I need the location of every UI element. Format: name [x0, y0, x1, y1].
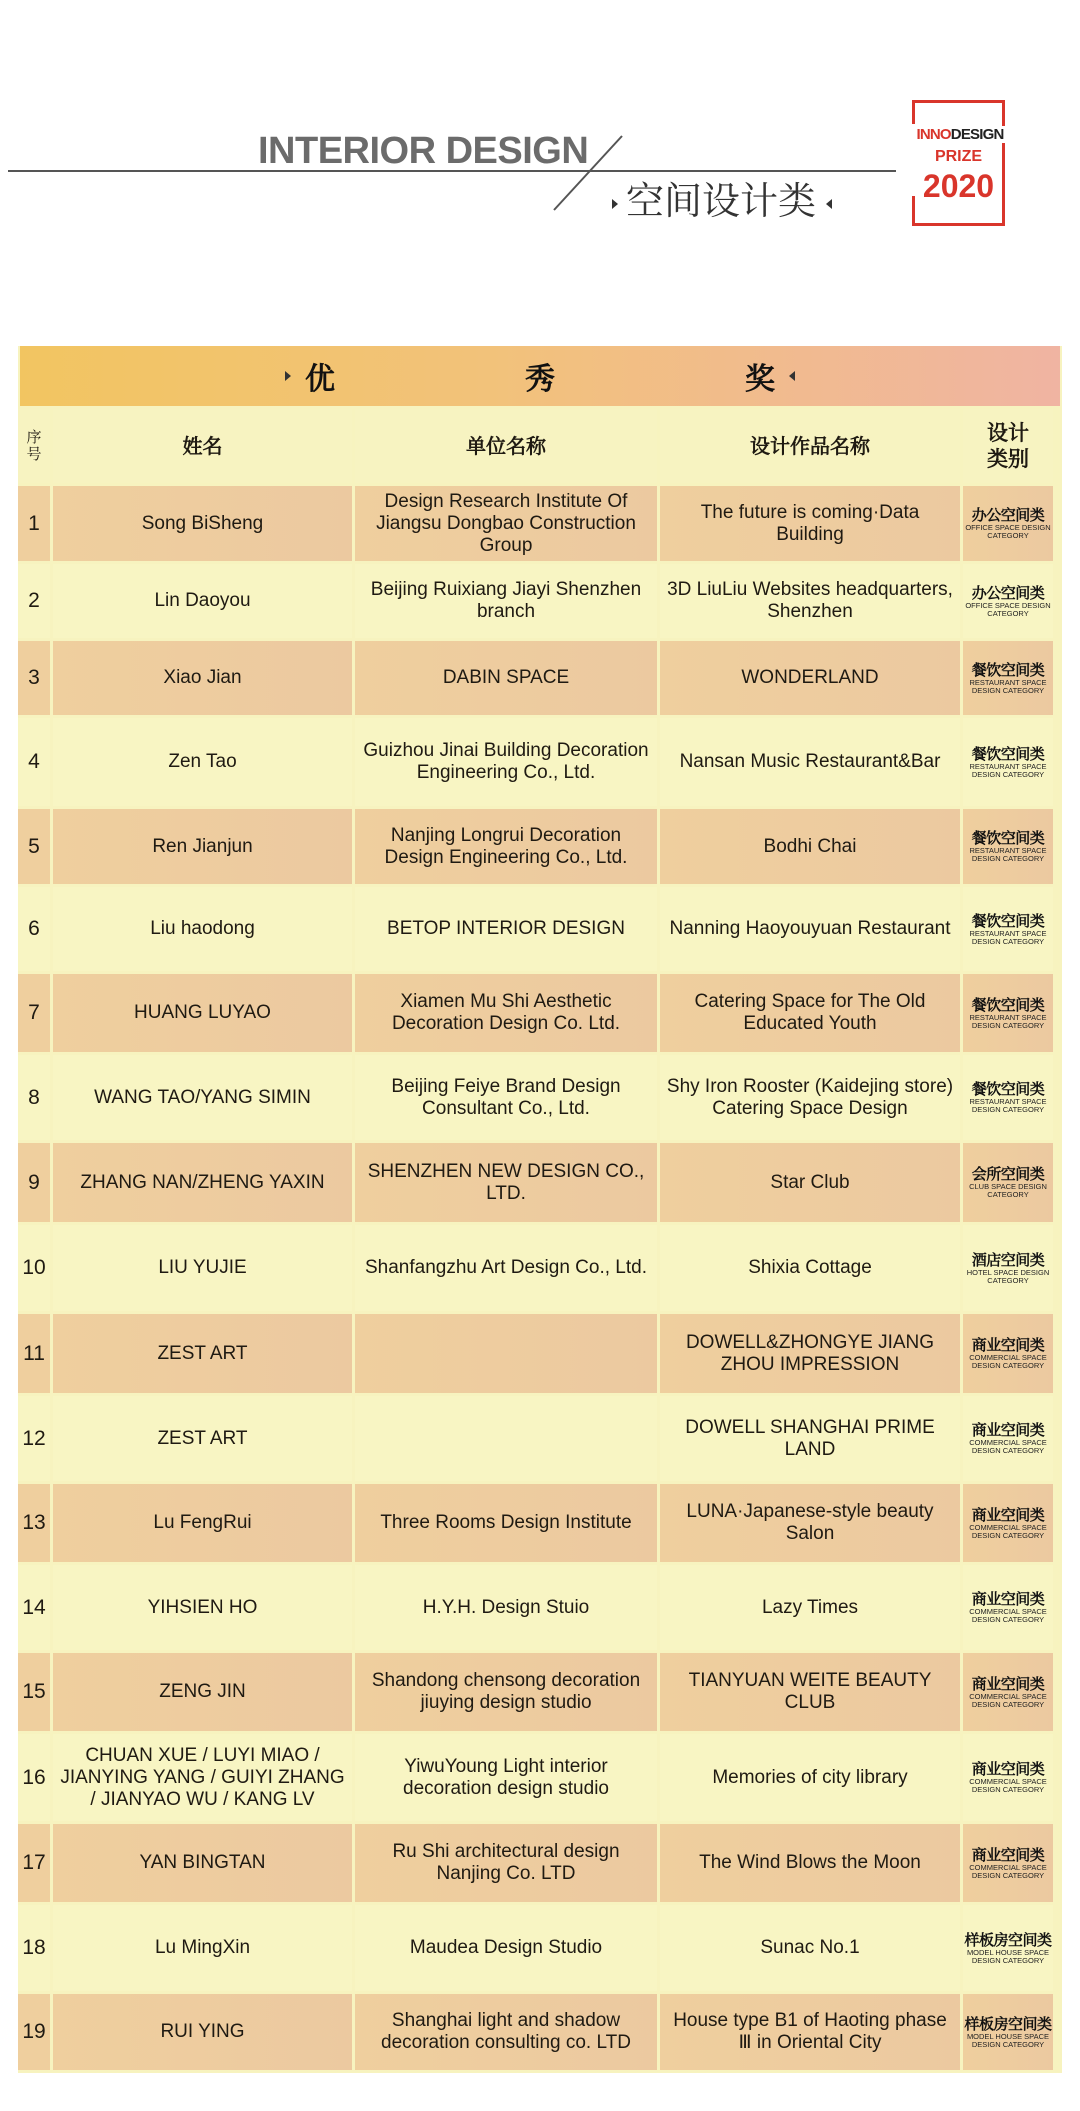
row-number: 19	[18, 1994, 50, 2070]
category-en: MODEL HOUSE SPACE DESIGN CATEGORY	[966, 2031, 1050, 2049]
row-number: 13	[18, 1484, 50, 1562]
category-en: MODEL HOUSE SPACE DESIGN CATEGORY	[966, 1947, 1050, 1965]
table-row	[18, 1905, 1062, 1991]
row-number: 10	[18, 1225, 50, 1311]
category-cn: 商业空间类	[971, 1760, 1045, 1778]
table-row	[18, 974, 1062, 1052]
category-cn: 餐饮空间类	[971, 660, 1045, 679]
row-number: 3	[18, 641, 50, 715]
category-cn: 会所空间类	[971, 1165, 1045, 1183]
work-title: The future is coming·Data Building	[660, 486, 960, 561]
table-row	[18, 809, 1062, 884]
logo-prize: PRIZE	[934, 148, 983, 165]
column-header-work: 设计作品名称	[660, 409, 960, 483]
category-cn: 商业空间类	[971, 1845, 1045, 1864]
company-name: Nanjing Longrui Decoration Design Engineering Co., Ltd.	[355, 809, 657, 884]
table-row	[18, 887, 1062, 971]
row-number: 12	[18, 1396, 50, 1481]
work-title: DOWELL SHANGHAI PRIME LAND	[660, 1396, 960, 1481]
category-en: OFFICE SPACE DESIGN CATEGORY	[965, 523, 1051, 540]
award-banner	[20, 346, 1060, 406]
designer-name: HUANG LUYAO	[53, 974, 352, 1052]
work-title: 3D LiuLiu Websites headquarters, Shenzhen	[660, 564, 960, 638]
category-badge	[963, 718, 1053, 806]
work-title: The Wind Blows the Moon	[660, 1824, 960, 1902]
designer-name: Lu FengRui	[53, 1484, 352, 1562]
category-cn: 商业空间类	[971, 1505, 1045, 1524]
category-en: HOTEL SPACE DESIGN CATEGORY	[966, 1267, 1050, 1285]
category-cn: 办公空间类	[971, 583, 1045, 602]
work-title: Sunac No.1	[660, 1905, 960, 1991]
table-row	[18, 1396, 1062, 1481]
row-number: 14	[18, 1565, 50, 1650]
column-header-no	[18, 409, 50, 483]
table-row	[18, 1824, 1062, 1902]
category-badge	[963, 1994, 1053, 2070]
designer-name: Zen Tao	[53, 718, 352, 806]
work-title: Shixia Cottage	[660, 1225, 960, 1311]
designer-name: ZHANG NAN/ZHENG YAXIN	[53, 1143, 352, 1222]
company-name: SHENZHEN NEW DESIGN CO., LTD.	[355, 1143, 657, 1222]
table-row	[18, 1055, 1062, 1140]
table-row	[18, 1734, 1062, 1821]
work-title: LUNA·Japanese-style beauty Salon	[660, 1484, 960, 1562]
category-badge	[963, 887, 1053, 971]
category-cn: 餐饮空间类	[971, 995, 1045, 1014]
column-header-no-line2: 号	[26, 445, 42, 463]
category-en: RESTAURANT SPACE DESIGN CATEGORY	[969, 1097, 1047, 1114]
company-name: Three Rooms Design Institute	[355, 1484, 657, 1562]
triangle-right-icon	[612, 199, 618, 209]
category-cn: 餐饮空间类	[971, 911, 1045, 930]
category-en: COMMERCIAL SPACE DESIGN CATEGORY	[969, 1522, 1047, 1540]
company-name: BETOP INTERIOR DESIGN	[355, 887, 657, 971]
work-title: Nansan Music Restaurant&Bar	[660, 718, 960, 806]
category-badge	[963, 564, 1053, 638]
work-title: TIANYUAN WEITE BEAUTY CLUB	[660, 1653, 960, 1731]
designer-name: YAN BINGTAN	[53, 1824, 352, 1902]
column-header-category-line1: 设计	[987, 421, 1029, 445]
triangle-left-icon	[789, 371, 795, 381]
designer-name: Liu haodong	[53, 887, 352, 971]
category-cn: 餐饮空间类	[971, 744, 1045, 763]
category-badge	[963, 1314, 1053, 1393]
table-header-row	[18, 409, 1062, 483]
category-en: COMMERCIAL SPACE DESIGN CATEGORY	[969, 1353, 1047, 1370]
row-number: 7	[18, 974, 50, 1052]
row-number: 8	[18, 1055, 50, 1140]
table-row	[18, 641, 1062, 715]
work-title: DOWELL&ZHONGYE JIANG ZHOU IMPRESSION	[660, 1314, 960, 1393]
company-name: Shandong chensong decoration jiuying design studio	[355, 1653, 657, 1731]
award-title-char-1: 优	[305, 362, 335, 397]
section-title-en: INTERIOR DESIGN	[258, 130, 589, 172]
table-row	[18, 1314, 1062, 1393]
company-name: Maudea Design Studio	[355, 1905, 657, 1991]
category-badge	[963, 1905, 1053, 1991]
row-number: 6	[18, 887, 50, 971]
award-title-char-3: 奖	[745, 362, 775, 397]
award-table	[18, 346, 1062, 2073]
work-title: Nanning Haoyouyuan Restaurant	[660, 887, 960, 971]
row-number: 5	[18, 809, 50, 884]
company-name: Beijing Ruixiang Jiayi Shenzhen branch	[355, 564, 657, 638]
company-name: Xiamen Mu Shi Aesthetic Decoration Design Co. Ltd.	[355, 974, 657, 1052]
designer-name: Lu MingXin	[53, 1905, 352, 1991]
company-name: Design Research Institute Of Jiangsu Dongbao Construction Group	[355, 486, 657, 561]
company-name: Shanfangzhu Art Design Co., Ltd.	[355, 1225, 657, 1311]
logo-brand-inno: INNO	[916, 126, 951, 143]
column-header-category	[963, 409, 1053, 483]
logo-brand-design: DESIGN	[950, 126, 1004, 143]
designer-name: CHUAN XUE / LUYI MIAO / JIANYING YANG / GUIYI ZHANG / JIANYAO WU / KANG LV	[53, 1734, 352, 1821]
company-name: H.Y.H. Design Stuio	[355, 1565, 657, 1650]
category-cn: 餐饮空间类	[971, 829, 1045, 847]
section-title-cn	[612, 170, 832, 225]
category-badge	[963, 1824, 1053, 1902]
company-name: DABIN SPACE	[355, 641, 657, 715]
work-title: Shy Iron Rooster (Kaidejing store) Catering Space Design	[660, 1055, 960, 1140]
logo-year: 2020	[922, 168, 995, 204]
category-badge	[963, 1143, 1053, 1222]
row-number: 15	[18, 1653, 50, 1731]
category-cn: 商业空间类	[971, 1421, 1045, 1439]
column-header-no-line1: 序	[26, 428, 42, 446]
table-row	[18, 564, 1062, 638]
category-en: OFFICE SPACE DESIGN CATEGORY	[965, 600, 1051, 618]
category-badge	[963, 974, 1053, 1052]
designer-name: ZENG JIN	[53, 1653, 352, 1731]
category-badge	[963, 1484, 1053, 1562]
category-en: COMMERCIAL SPACE DESIGN CATEGORY	[969, 1438, 1047, 1455]
row-number: 2	[18, 564, 50, 638]
company-name: YiwuYoung Light interior decoration design studio	[355, 1734, 657, 1821]
column-header-company: 单位名称	[355, 409, 657, 483]
category-badge	[963, 486, 1053, 561]
designer-name: Xiao Jian	[53, 641, 352, 715]
work-title: Bodhi Chai	[660, 809, 960, 884]
designer-name: WANG TAO/YANG SIMIN	[53, 1055, 352, 1140]
work-title: Lazy Times	[660, 1565, 960, 1650]
work-title: Star Club	[660, 1143, 960, 1222]
category-cn: 样板房空间类	[964, 2014, 1052, 2033]
table-row	[18, 1565, 1062, 1650]
table-row	[18, 1653, 1062, 1731]
category-en: CLUB SPACE DESIGN CATEGORY	[969, 1182, 1047, 1199]
award-title-char-2: 秀	[525, 362, 555, 397]
designer-name: YIHSIEN HO	[53, 1565, 352, 1650]
designer-name: RUI YING	[53, 1994, 352, 2070]
designer-name: ZEST ART	[53, 1314, 352, 1393]
category-badge	[963, 1225, 1053, 1311]
company-name: Guizhou Jinai Building Decoration Engineering Co., Ltd.	[355, 718, 657, 806]
category-en: RESTAURANT SPACE DESIGN CATEGORY	[969, 928, 1047, 946]
table-row	[18, 1994, 1062, 2070]
work-title: WONDERLAND	[660, 641, 960, 715]
category-en: COMMERCIAL SPACE DESIGN CATEGORY	[969, 1777, 1047, 1794]
designer-name: LIU YUJIE	[53, 1225, 352, 1311]
triangle-right-icon	[285, 371, 291, 381]
table-row	[18, 486, 1062, 561]
category-badge	[963, 1396, 1053, 1481]
designer-name: Lin Daoyou	[53, 564, 352, 638]
category-cn: 商业空间类	[971, 1590, 1045, 1608]
category-cn: 样板房空间类	[964, 1930, 1052, 1949]
designer-name: ZEST ART	[53, 1396, 352, 1481]
table-body	[18, 486, 1062, 2070]
row-number: 9	[18, 1143, 50, 1222]
category-en: COMMERCIAL SPACE DESIGN CATEGORY	[969, 1862, 1047, 1880]
category-cn: 餐饮空间类	[971, 1080, 1045, 1098]
company-name	[355, 1396, 657, 1481]
column-header-name: 姓名	[53, 409, 352, 483]
category-en: COMMERCIAL SPACE DESIGN CATEGORY	[969, 1691, 1047, 1709]
work-title: House type B1 of Haoting phase Ⅲ in Oriental City	[660, 1994, 960, 2070]
table-row	[18, 1143, 1062, 1222]
category-badge	[963, 1055, 1053, 1140]
table-row	[18, 718, 1062, 806]
category-en: RESTAURANT SPACE DESIGN CATEGORY	[969, 846, 1047, 863]
row-number: 11	[18, 1314, 50, 1393]
row-number: 17	[18, 1824, 50, 1902]
work-title: Memories of city library	[660, 1734, 960, 1821]
logo-brand	[908, 126, 1012, 143]
category-cn: 商业空间类	[971, 1336, 1045, 1354]
category-en: RESTAURANT SPACE DESIGN CATEGORY	[969, 761, 1047, 779]
company-name: Beijing Feiye Brand Design Consultant Co., Ltd.	[355, 1055, 657, 1140]
row-number: 4	[18, 718, 50, 806]
row-number: 1	[18, 486, 50, 561]
category-badge	[963, 809, 1053, 884]
category-en: RESTAURANT SPACE DESIGN CATEGORY	[969, 1012, 1047, 1030]
designer-name: Ren Jianjun	[53, 809, 352, 884]
triangle-left-icon	[826, 199, 832, 209]
category-en: RESTAURANT SPACE DESIGN CATEGORY	[969, 677, 1047, 695]
column-header-category-line2: 类别	[987, 447, 1029, 471]
row-number: 18	[18, 1905, 50, 1991]
company-name	[355, 1314, 657, 1393]
designer-name: Song BiSheng	[53, 486, 352, 561]
company-name: Ru Shi architectural design Nanjing Co. LTD	[355, 1824, 657, 1902]
category-cn: 商业空间类	[971, 1674, 1045, 1693]
logo-frame-left-top	[912, 100, 915, 124]
table-row	[18, 1484, 1062, 1562]
work-title: Catering Space for The Old Educated Youth	[660, 974, 960, 1052]
company-name: Shanghai light and shadow decoration consulting co. LTD	[355, 1994, 657, 2070]
category-en: COMMERCIAL SPACE DESIGN CATEGORY	[969, 1607, 1047, 1624]
category-cn: 酒店空间类	[971, 1250, 1045, 1269]
category-badge	[963, 1653, 1053, 1731]
section-title-cn-text: 空间设计类	[626, 179, 817, 223]
innodesign-prize-logo	[912, 100, 1006, 224]
row-number: 16	[18, 1734, 50, 1821]
category-cn: 办公空间类	[971, 506, 1045, 524]
category-badge	[963, 641, 1053, 715]
category-badge	[963, 1565, 1053, 1650]
table-row	[18, 1225, 1062, 1311]
category-badge	[963, 1734, 1053, 1821]
